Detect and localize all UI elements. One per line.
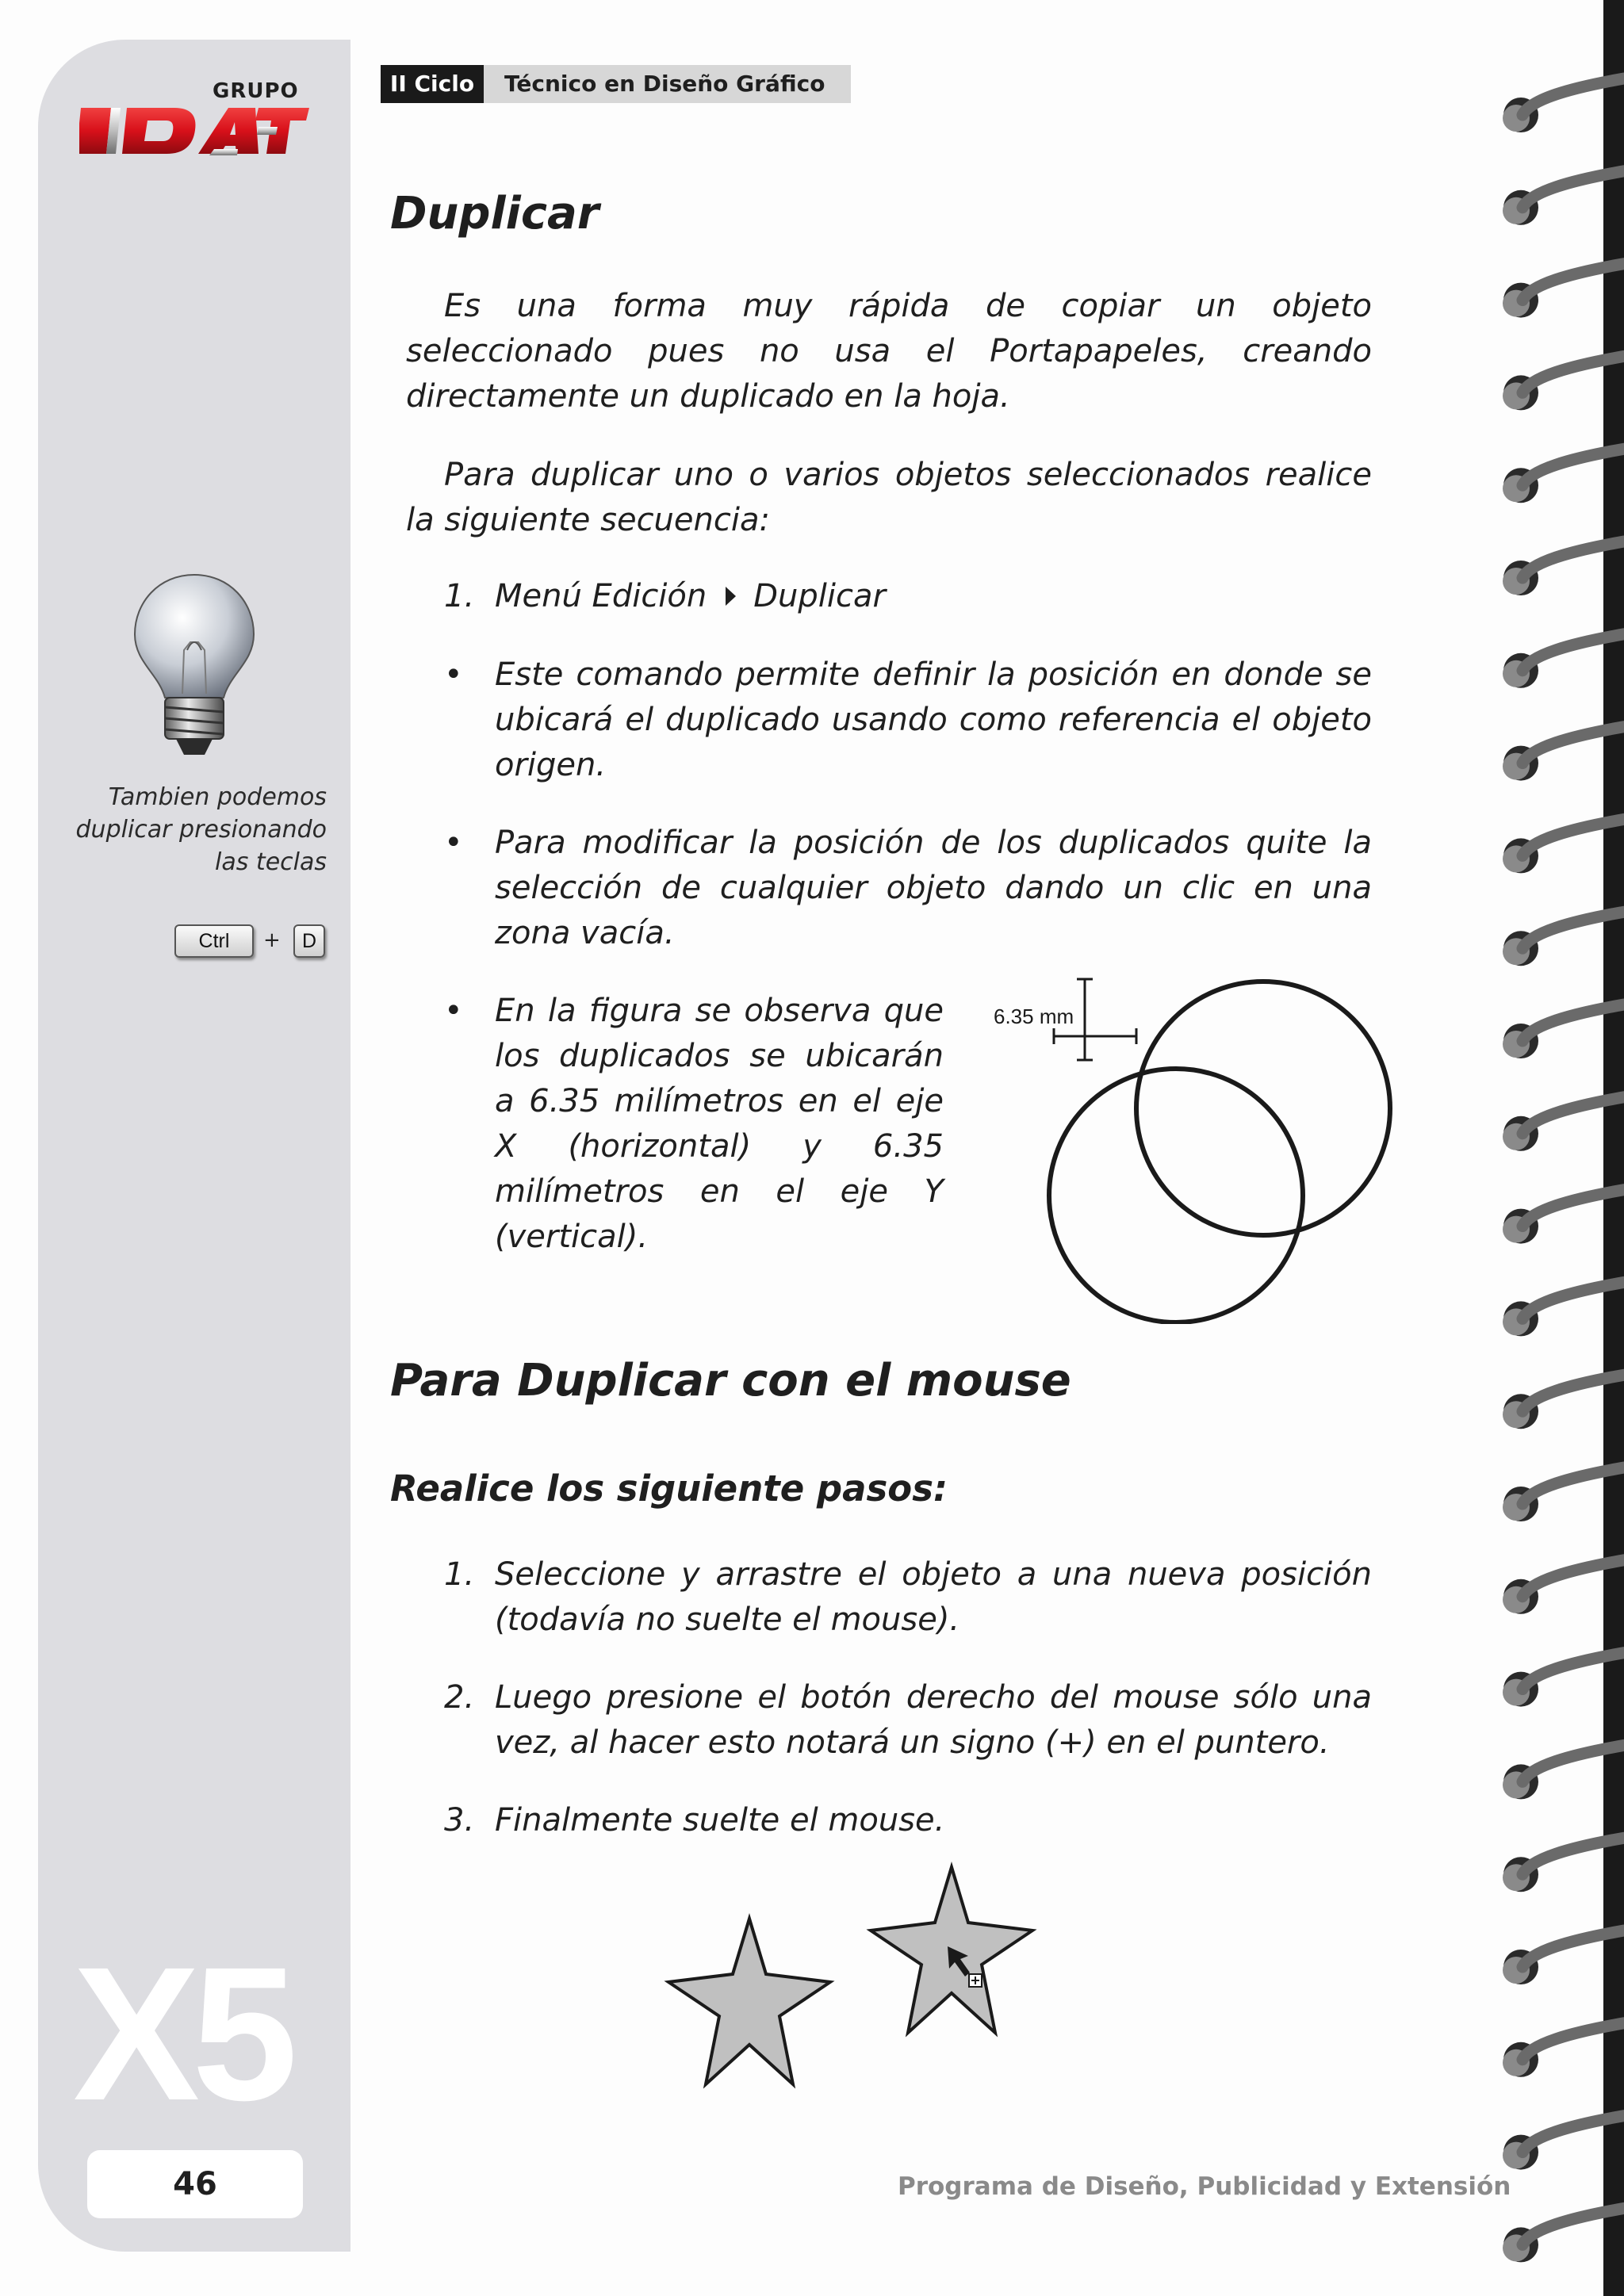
bullet-text: Este comando permite definir la posición en donde se ubicará el duplicado usando como referencia el objeto origen. <box>495 656 1372 783</box>
duplicate-offset-figure <box>987 971 1404 1324</box>
header-strip <box>381 65 851 103</box>
section-title-mouse: Para Duplicar con el mouse <box>390 1355 1071 1406</box>
step-menu-duplicar <box>444 574 1372 619</box>
keyboard-tip <box>71 781 327 878</box>
bullet-item <box>444 652 1372 788</box>
original-star-icon <box>668 1919 830 2084</box>
tip-line: Tambien podemos <box>108 783 327 811</box>
menu-path <box>495 574 886 619</box>
sequence-paragraph: Para duplicar uno o varios objetos seleccionados realice la siguiente secuencia: <box>406 457 1372 538</box>
star-duplicate-figure <box>654 1859 1051 2097</box>
step-text: Finalmente suelte el mouse. <box>495 1802 945 1839</box>
tip-line: las teclas <box>215 848 327 876</box>
shortcut-keys <box>174 924 333 959</box>
ctrl-key: Ctrl <box>174 924 254 958</box>
step-number: 1. <box>444 578 475 614</box>
section-title-duplicar: Duplicar <box>390 188 599 239</box>
idat-logo <box>79 79 317 166</box>
header-ciclo: II Ciclo <box>381 65 484 103</box>
intro-paragraph: Es una forma muy rápida de copiar un objeto seleccionado pues no usa el Portapapeles, creando directamente un duplicado en la hoja. <box>406 288 1372 415</box>
step-text: Seleccione y arrastre el objeto a una nueva posición (todavía no suelte el mouse). <box>495 1556 1372 1638</box>
plus-sign: + <box>263 928 281 952</box>
step-number: 2. <box>444 1679 475 1716</box>
tip-line: duplicar presionando <box>75 816 327 844</box>
list-item <box>444 1798 1372 1843</box>
step-text: Luego presione el botón derecho del mouse sólo una vez, al hacer esto notará un signo (+) en el puntero. <box>495 1679 1372 1761</box>
spiral-binding <box>1499 0 1624 2296</box>
bullet-item <box>444 989 944 1255</box>
footer-program: Programa de Diseño, Publicidad y Extensión <box>898 2172 1511 2201</box>
lightbulb-icon <box>127 571 262 765</box>
list-item <box>444 1552 1372 1643</box>
bullet-marker: • <box>444 993 463 1029</box>
bullet-text: Para modificar la posición de los duplicados quite la selección de cualquier objeto dando un clic en una zona vacía. <box>495 825 1372 951</box>
menu-duplicar-label: Duplicar <box>753 578 886 614</box>
header-course: Técnico en Diseño Gráfico <box>504 71 825 97</box>
step-number: 1. <box>444 1556 475 1593</box>
step-number: 3. <box>444 1802 475 1839</box>
page-number: 46 <box>87 2150 303 2218</box>
logo-grupo-text: GRUPO <box>213 79 299 103</box>
list-item <box>444 1675 1372 1766</box>
duplicate-circle <box>1049 1069 1303 1322</box>
bullet-marker: • <box>444 656 463 693</box>
section-subtitle: Realice los siguiente pasos: <box>390 1468 948 1510</box>
binding-edge <box>1603 0 1624 2296</box>
sidebar <box>38 40 350 2252</box>
original-circle <box>1136 982 1390 1235</box>
offset-label: 6.35 mm <box>994 1004 1074 1028</box>
version-watermark: X5 <box>73 1927 290 2140</box>
menu-edicion-label: Menú Edición <box>495 578 707 614</box>
d-key: D <box>293 924 325 958</box>
bullet-marker: • <box>444 825 463 861</box>
bullet-item <box>444 821 1372 956</box>
menu-arrow-icon <box>726 587 736 606</box>
idat-logo-mark <box>79 79 317 166</box>
bullet-text: En la figura se observa que los duplicados se ubicarán a 6.35 milímetros en el eje X (horizontal) y 6.35 milímetros en el eje Y (vertical). <box>495 993 944 1255</box>
